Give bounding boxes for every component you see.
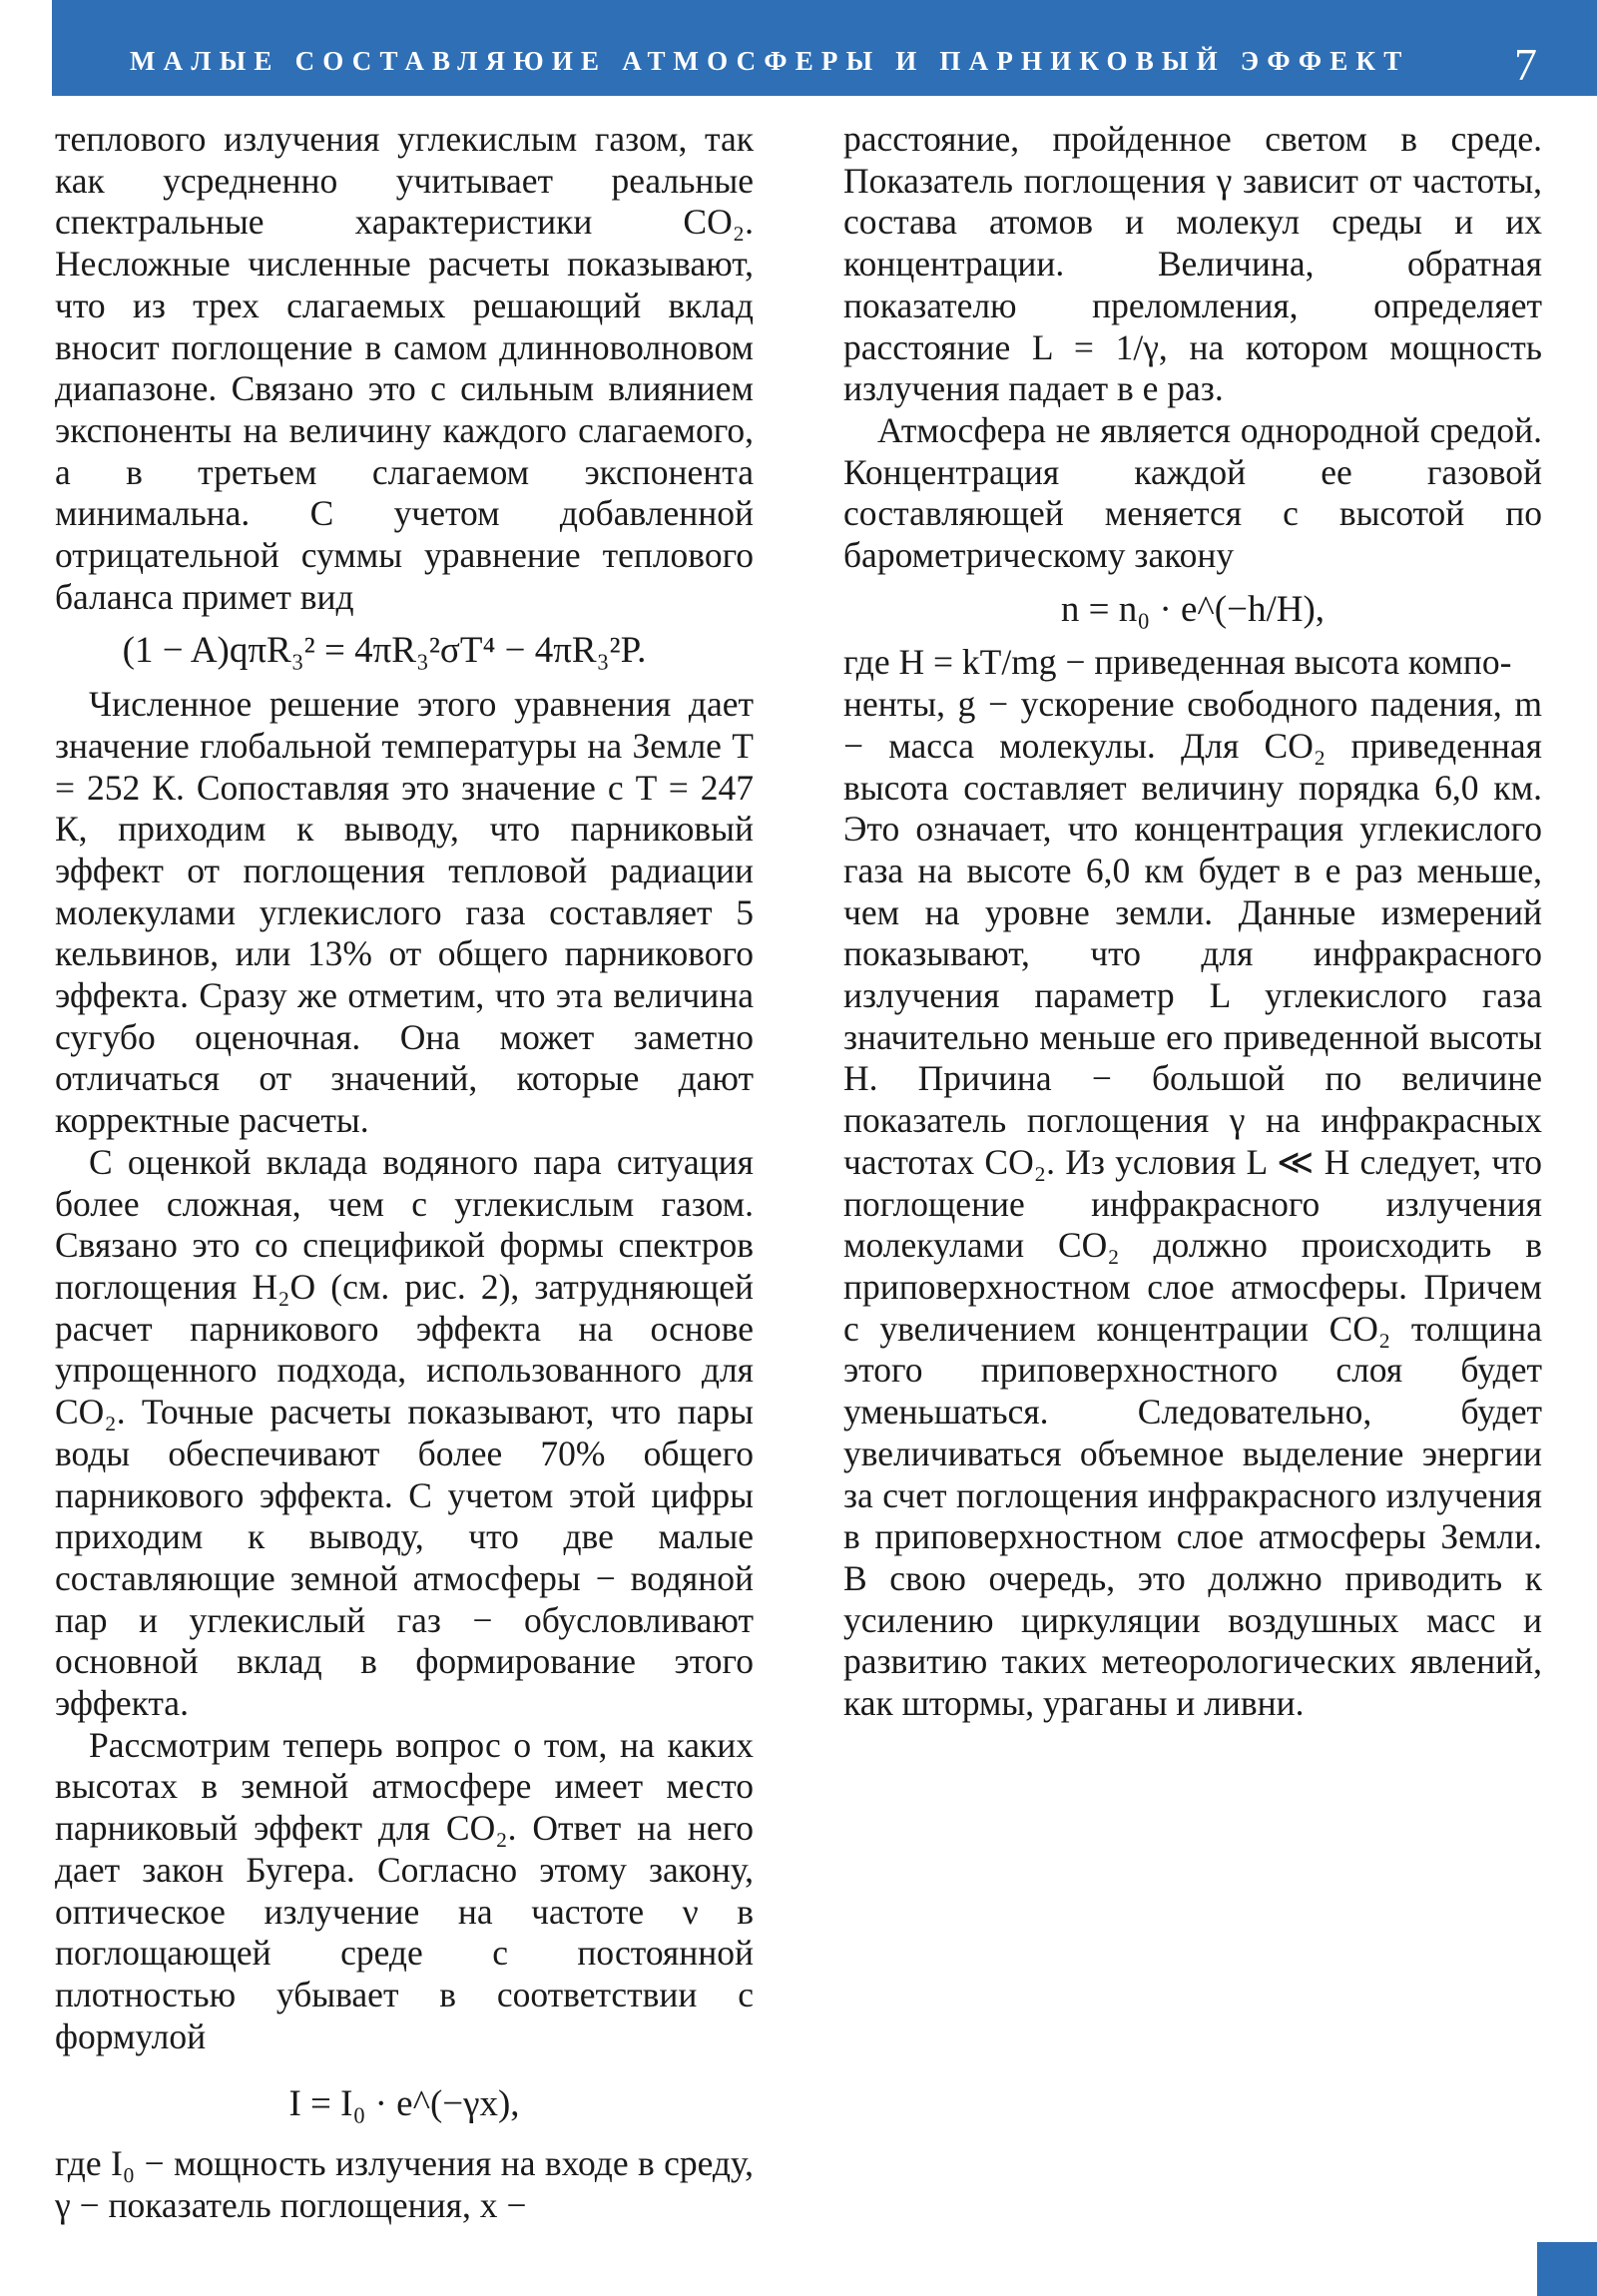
left-column [55,119,754,2226]
heat-balance-formula: (1 − A)qπR₃² = 4πR₃²σT⁴ − 4πR₃²P. [122,630,647,672]
right-column [843,119,1542,1725]
bouguer-formula: I = I₀ · e^(−γx), [288,2083,520,2125]
paragraph: теплового излучения углекислым газом, так как усредненно учитывает реальные спектральные характеристики CO₂. Несложные численные расчеты показывают, что из трех слагаемых решающий вклад вносит поглощение в самом длинноволновом диапазоне. Связано это с сильным влиянием экспоненты на величину каждого слагаемого, а в третьем слагаемом экспонента минимальна. С учетом добавленной отрицательной суммы уравнение теплового баланса примет вид [55,119,754,617]
paragraph: С оценкой вклада водяного пара ситуация более сложная, чем с углекислым газом. Связано это со спецификой формы спектров поглощения H₂O (см. рис. 2), затрудняющей расчет парникового эффекта на основе упрощенного подхода, использованного для CO₂. Точные расчеты показывают, что пары воды обеспечивают более 70% общего парникового эффекта. С учетом этой цифры приходим к выводу, что две малые составляющие земной атмосферы − водяной пар и углекислый газ − обусловливают основной вклад в формирование этого эффекта. [55,1141,754,1724]
running-header [52,0,1597,96]
page-number: 7 [1514,39,1537,90]
barometric-formula: n = n₀ · e^(−h/H), [1060,588,1326,630]
paragraph: расстояние, пройденное светом в среде. Показатель поглощения γ зависит от частоты, состава атомов и молекул среды и их концентрации. Величина, обратная показателю преломления, определяет расстояние L = 1/γ, на котором мощность излучения падает в e раз. [843,119,1542,409]
paragraph: Численное решение этого уравнения дает значение глобальной температуры на Земле T = 252 К. Сопоставляя это значение с T = 247 К, приходим к выводу, что парниковый эффект от поглощения тепловой радиации молекулами углекислого газа составляет 5 кельвинов, или 13% от общего парникового эффекта. Сразу же отметим, что эта величина сугубо оценочная. Она может заметно отличаться от значений, которые дают корректные расчеты. [55,684,754,1141]
paragraph: Атмосфера не является однородной средой. Концентрация каждой ее газовой составляющей меняется с высотой по барометрическому закону [843,409,1542,576]
paragraph: где I₀ − мощность излучения на входе в среду, γ − показатель поглощения, x − [55,2143,754,2225]
paragraph-lead: где H = kT/mg − приведенная высота компо- [843,642,1512,683]
paragraph: Рассмотрим теперь вопрос о том, на каких высотах в земной атмосфере имеет место парниковый эффект для CO₂. Ответ на него дает закон Бугера. Согласно этому закону, оптическое излучение на частоте ν в поглощающей среде с постоянной плотностью убывает в соответствии с формулой [55,1724,754,2056]
running-header-title: МАЛЫЕ СОСТАВЛЯЮИЕ АТМОСФЕРЫ И ПАРНИКОВЫЙ ЭФФЕКТ [130,46,1410,76]
paragraph: ненты, g − ускорение свободного падения, m − масса молекулы. Для CO₂ приведенная высота составляет величину порядка 6,0 км. Это означает, что концентрация углекислого газа на высоте 6,0 км будет в e раз меньше, чем на уровне земли. Данные измерений показывают, что для инфракрасного излучения параметр L углекислого газа значительно меньше его приведенной высоты H. Причина − большой по величине показатель поглощения γ на инфракрасных частотах CO₂. Из условия L ≪ H следует, что поглощение инфракрасного излучения молекулами CO₂ должно происходить в приповерхностном слое атмосферы. Причем с увеличением концентрации CO₂ толщина этого приповерхностного слоя будет уменьшаться. Следовательно, будет увеличиваться объемное выделение энергии за счет поглощения инфракрасного излучения в приповерхностном слое атмосферы Земли. В свою очередь, это должно приводить к усилению циркуляции воздушных масс и развитию таких метеорологических явлений, как штормы, ураганы и ливни. [843,684,1542,1724]
corner-tab [1537,2242,1597,2296]
